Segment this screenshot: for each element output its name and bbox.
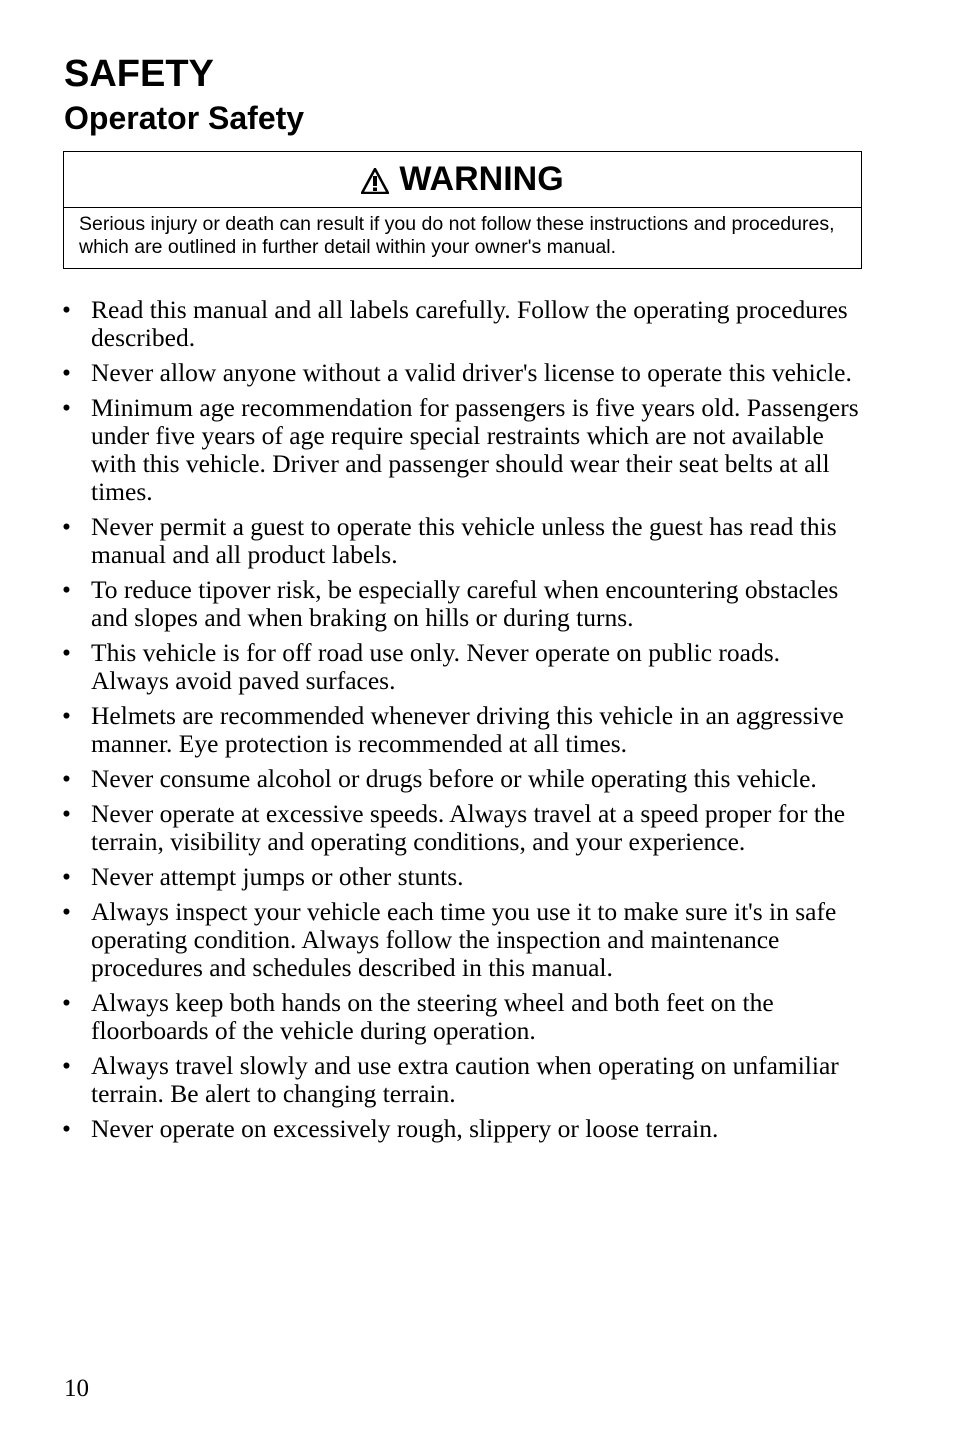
warning-text: Serious injury or death can result if you do not follow these instructions and procedures, which are outlined in further detail within your owner's manual. bbox=[79, 213, 835, 258]
list-item: • Never operate on excessively rough, slippery or loose terrain. bbox=[62, 1115, 862, 1143]
list-item: • Never permit a guest to operate this vehicle unless the guest has read this manual and all product labels. bbox=[62, 513, 862, 569]
list-item: • Never operate at excessive speeds. Always travel at a speed proper for the terrain, visibility and operating conditions, and your experience. bbox=[62, 800, 862, 856]
list-item: • Never consume alcohol or drugs before or while operating this vehicle. bbox=[62, 765, 862, 793]
list-item: • Helmets are recommended whenever driving this vehicle in an aggressive manner. Eye protection is recommended at all times. bbox=[62, 702, 862, 758]
page-title: SAFETY bbox=[64, 53, 214, 95]
warning-label: WARNING bbox=[399, 160, 564, 198]
section-title: Operator Safety bbox=[64, 100, 305, 136]
warning-box bbox=[63, 151, 862, 269]
warning-header bbox=[64, 152, 861, 208]
list-item: • Read this manual and all labels carefully. Follow the operating procedures described. bbox=[62, 296, 862, 352]
list-item: • Always keep both hands on the steering wheel and both feet on the floorboards of the vehicle during operation. bbox=[62, 989, 862, 1045]
list-item: • Never allow anyone without a valid driver's license to operate this vehicle. bbox=[62, 359, 862, 387]
safety-bullet-list bbox=[62, 296, 862, 1150]
page-number: 10 bbox=[64, 1375, 89, 1402]
list-item: • To reduce tipover risk, be especially careful when encountering obstacles and slopes and when braking on hills or during turns. bbox=[62, 576, 862, 632]
list-item: • This vehicle is for off road use only. Never operate on public roads. Always avoid paved surfaces. bbox=[62, 639, 862, 695]
list-item: • Never attempt jumps or other stunts. bbox=[62, 863, 862, 891]
warning-triangle-icon bbox=[361, 168, 389, 194]
list-item: • Always travel slowly and use extra caution when operating on unfamiliar terrain. Be alert to changing terrain. bbox=[62, 1052, 862, 1108]
list-item: • Minimum age recommendation for passengers is five years old. Passengers under five years of age require special restraints which are not available with this vehicle. Driver and passenger should wear their seat belts at all times. bbox=[62, 394, 862, 506]
list-item: • Always inspect your vehicle each time you use it to make sure it's in safe operating condition. Always follow the inspection and maintenance procedures and schedules described in this manual. bbox=[62, 898, 862, 982]
